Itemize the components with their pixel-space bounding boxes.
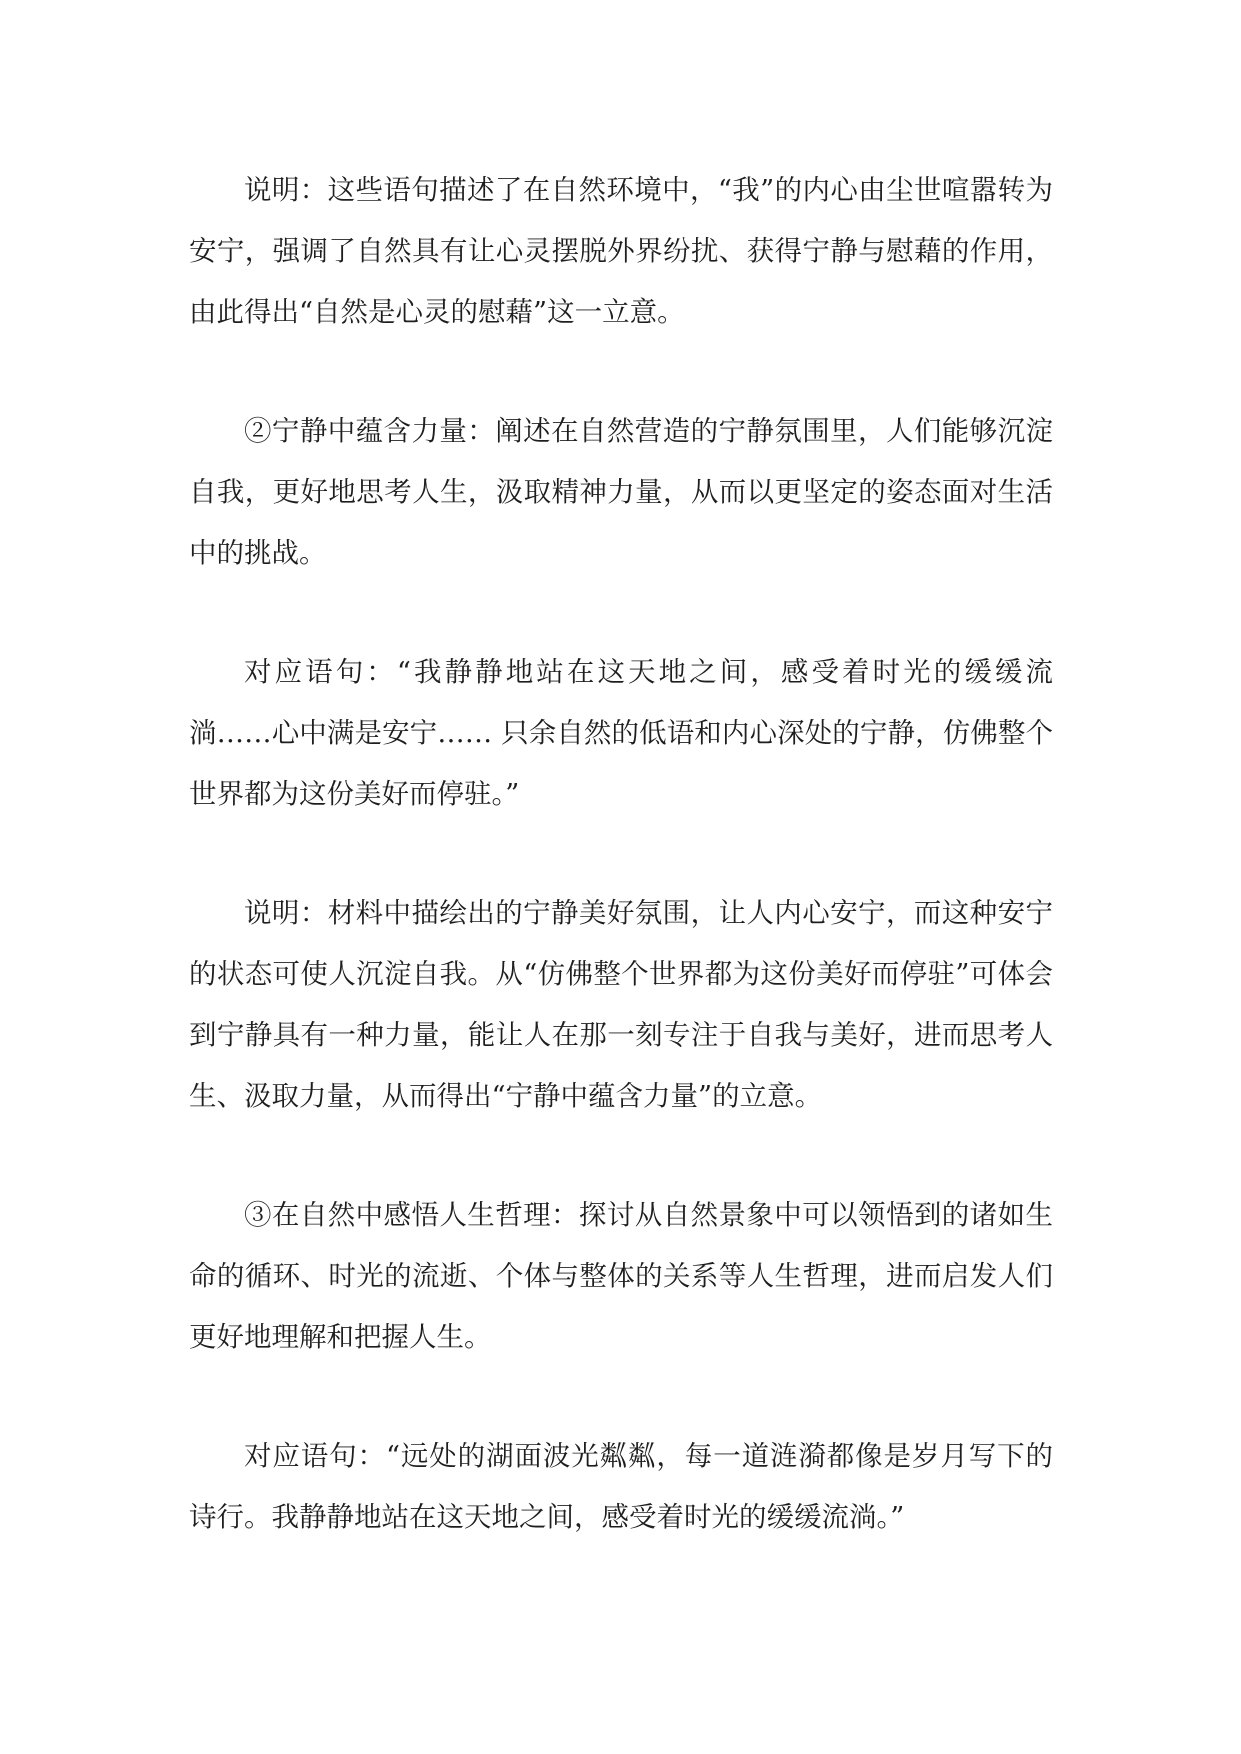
explanation-paragraph-2: 说明：材料中描绘出的宁静美好氛围，让人内心安宁，而这种安宁的状态可使人沉淀自我。从“仿佛整个世界都为这份美好而停驻”可体会到宁静具有一种力量，能让人在那一刻专注于自我与美好，进而思考人生、汲取力量，从而得出“宁静中蕴含力量”的立意。	[189, 897, 1053, 1112]
quote-paragraph-2: 对应语句：“远处的湖面波光粼粼，每一道涟漪都像是岁月写下的诗行。我静静地站在这天地之间，感受着时光的缓缓流淌。”	[189, 1440, 1053, 1533]
document-body	[189, 160, 1053, 1548]
paragraph-spacer	[189, 343, 1053, 401]
quote-paragraph-1: 对应语句：“我静静地站在这天地之间，感受着时光的缓缓流淌……心中满是安宁…… 只余自然的低语和内心深处的宁静，仿佛整个世界都为这份美好而停驻。”	[189, 656, 1053, 810]
paragraph-spacer	[189, 1127, 1053, 1185]
point-2-paragraph: ②宁静中蕴含力量：阐述在自然营造的宁静氛围里，人们能够沉淀自我，更好地思考人生，汲取精神力量，从而以更坚定的姿态面对生活中的挑战。	[189, 415, 1053, 569]
explanation-paragraph-1: 说明：这些语句描述了在自然环境中，“我”的内心由尘世喧嚣转为安宁，强调了自然具有让心灵摆脱外界纷扰、获得宁静与慰藉的作用，由此得出“自然是心灵的慰藉”这一立意。	[189, 174, 1053, 328]
paragraph-spacer	[189, 825, 1053, 883]
point-3-paragraph: ③在自然中感悟人生哲理：探讨从自然景象中可以领悟到的诸如生命的循环、时光的流逝、个体与整体的关系等人生哲理，进而启发人们更好地理解和把握人生。	[189, 1199, 1053, 1353]
paragraph-spacer	[189, 584, 1053, 642]
paragraph-spacer	[189, 1368, 1053, 1426]
